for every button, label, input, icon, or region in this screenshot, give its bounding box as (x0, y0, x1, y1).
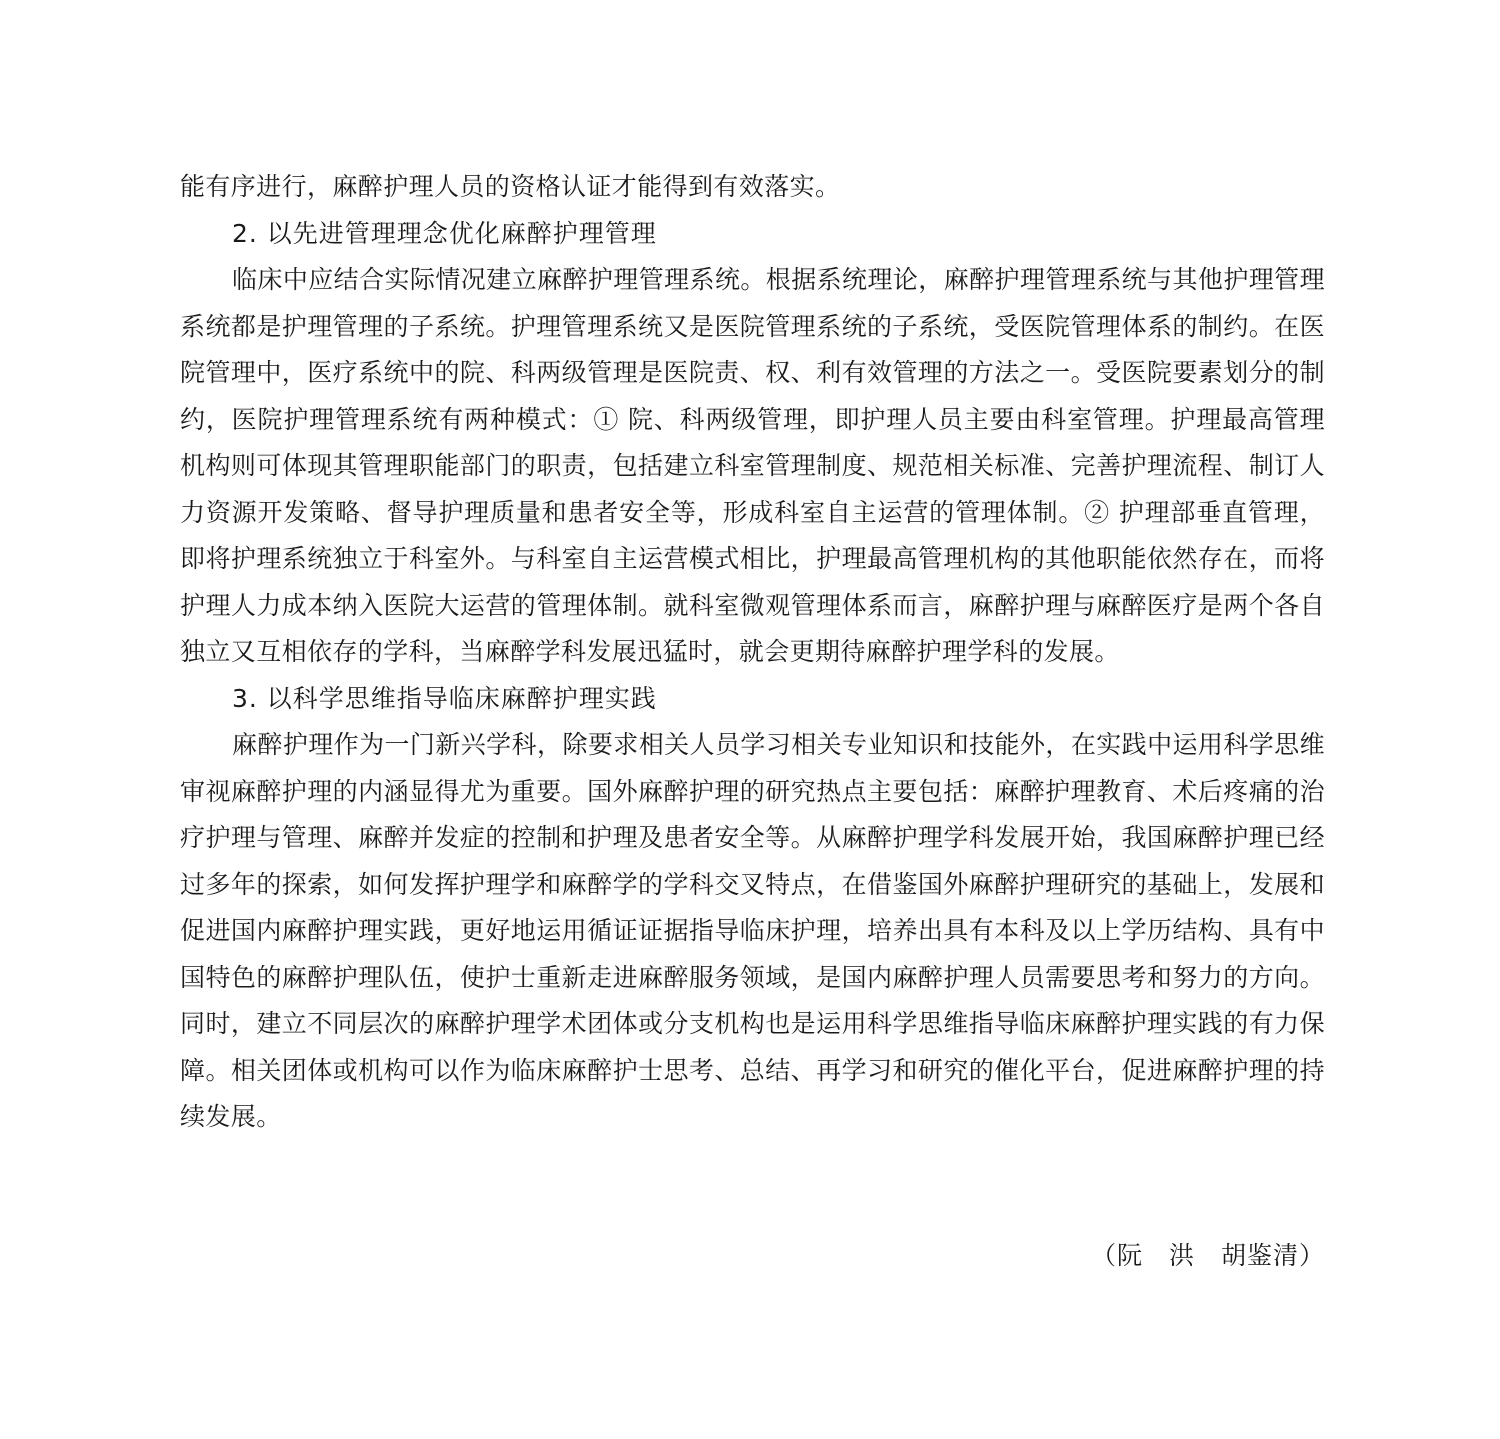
section-heading-3: 3. 以科学思维指导临床麻醉护理实践 (232, 683, 657, 713)
paragraph-management-system: 临床中应结合实际情况建立麻醉护理管理系统。根据系统理论，麻醉护理管理系统与其他护理管理系统都是护理管理的子系统。护理管理系统又是医院管理系统的子系统，受医院管理体系的制约。在医院管理中，医疗系统中的院、科两级管理是医院责、权、利有效管理的方法之一。受医院要素划分的制约，医院护理管理系统有两种模式：① 院、科两级管理，即护理人员主要由科室管理。护理最高管理机构则可体现其管理职能部门的职责，包括建立科室管理制度、规范相关标准、完善护理流程、制订人力资源开发策略、督导护理质量和患者安全等，形成科室自主运营的管理体制。② 护理部垂直管理，即将护理系统独立于科室外。与科室自主运营模式相比，护理最高管理机构的其他职能依然存在，而将护理人力成本纳入医院大运营的管理体制。就科室微观管理体系而言，麻醉护理与麻醉医疗是两个各自独立又互相依存的学科，当麻醉学科发展迅猛时，就会更期待麻醉护理学科的发展。 (180, 265, 1325, 666)
paragraph-scientific-thinking: 麻醉护理作为一门新兴学科，除要求相关人员学习相关专业知识和技能外，在实践中运用科学思维审视麻醉护理的内涵显得尤为重要。国外麻醉护理的研究热点主要包括：麻醉护理教育、术后疼痛的治疗护理与管理、麻醉并发症的控制和护理及患者安全等。从麻醉护理学科发展开始，我国麻醉护理已经过多年的探索，如何发挥护理学和麻醉学的学科交叉特点，在借鉴国外麻醉护理研究的基础上，发展和促进国内麻醉护理实践，更好地运用循证证据指导临床护理，培养出具有本科及以上学历结构、具有中国特色的麻醉护理队伍，使护士重新走进麻醉服务领域，是国内麻醉护理人员需要思考和努力的方向。同时，建立不同层次的麻醉护理学术团体或分支机构也是运用科学思维指导临床麻醉护理实践的有力保障。相关团体或机构可以作为临床麻醉护士思考、总结、再学习和研究的催化平台，促进麻醉护理的持续发展。 (180, 730, 1325, 1131)
author-credit: （阮 洪 胡鉴清） (1090, 1241, 1325, 1270)
document-body (180, 164, 1325, 1141)
paragraph-continuation: 能有序进行，麻醉护理人员的资格认证才能得到有效落实。 (180, 172, 841, 201)
section-heading-2: 2. 以先进管理理念优化麻醉护理管理 (232, 218, 657, 248)
